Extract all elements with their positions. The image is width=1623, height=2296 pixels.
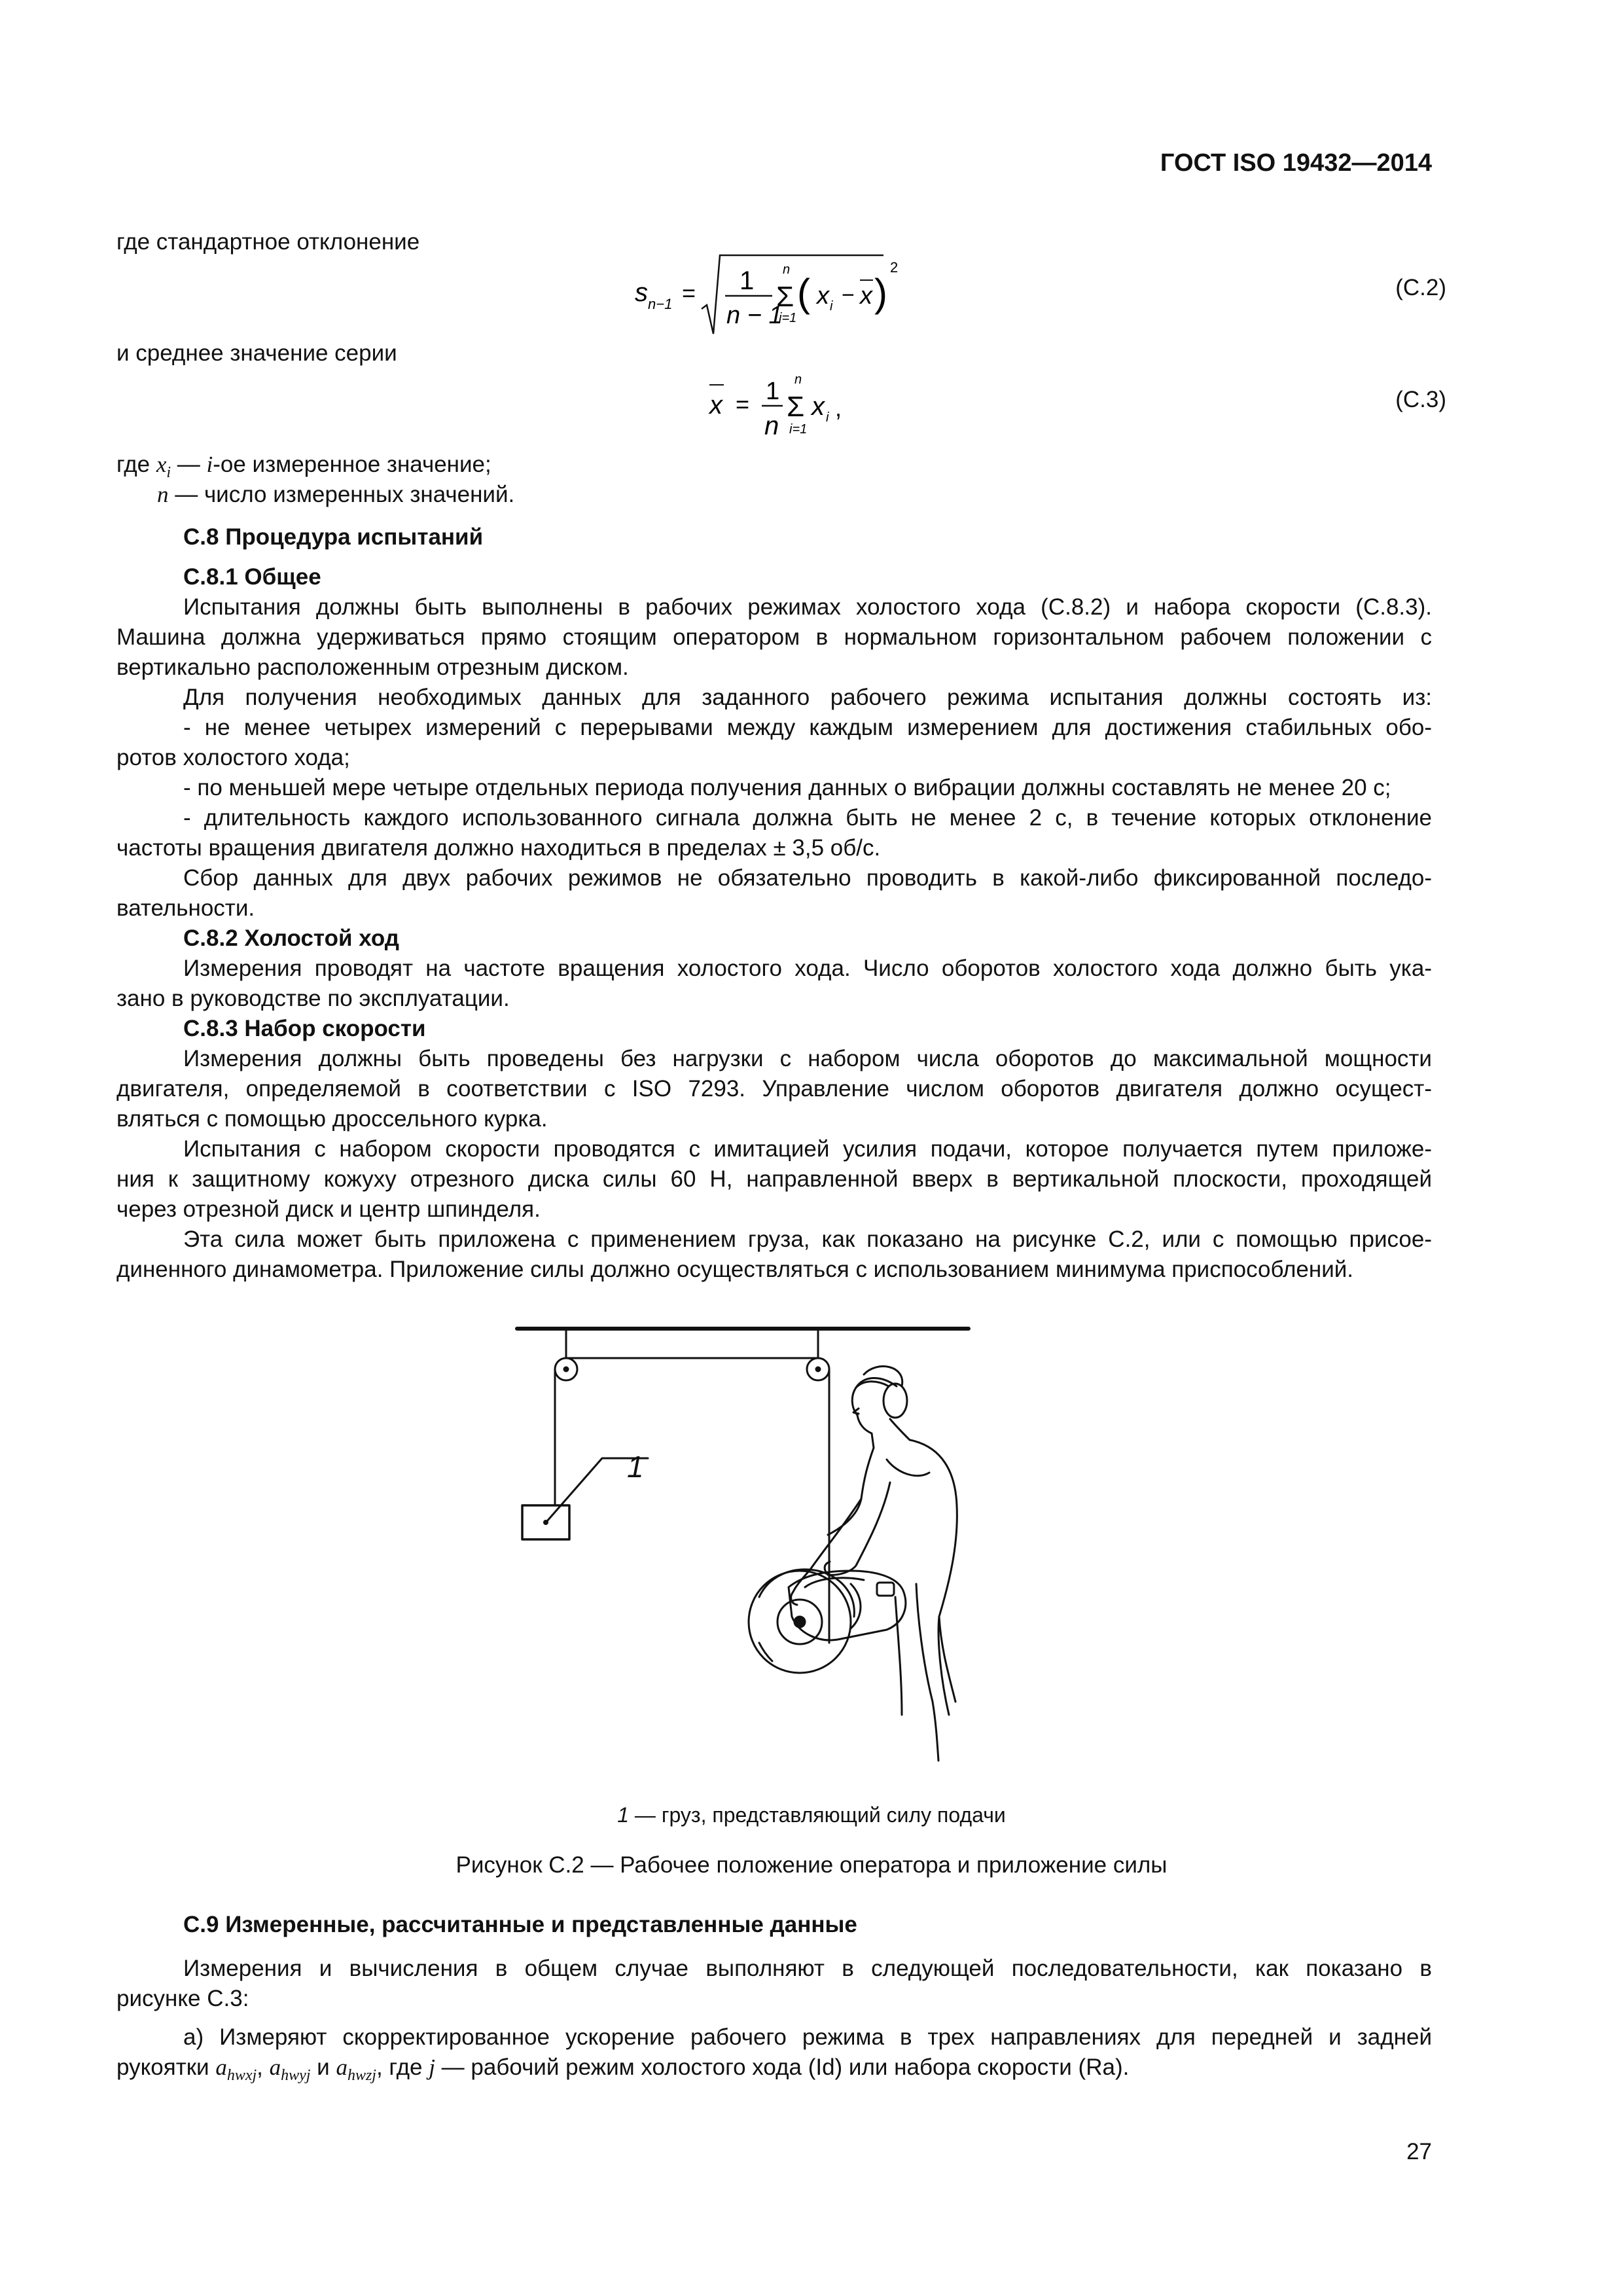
section-c8-title: С.8 Процедура испытаний	[183, 524, 484, 550]
eq2-intro: где стандартное отклонение	[116, 229, 420, 255]
eq2-sum-bottom: i=1	[779, 311, 797, 325]
c8-p2-line5: - длительность каждого использованного сигнала должна быть не менее 2 с, в течение которых отклонение	[183, 805, 1432, 831]
section-c9-title: С.9 Измеренные, рассчитанные и представленные данные	[183, 1912, 857, 1937]
eq2-xi: i	[830, 299, 833, 314]
where-line-2: n — число измеренных значений.	[157, 482, 515, 507]
section-c83-title: С.8.3 Набор скорости	[183, 1016, 426, 1041]
c8-p1-line1: Испытания должны быть выполнены в рабочих режимах холостого хода (С.8.2) и набора скорости (С.8.3).	[183, 594, 1432, 620]
formula-c3	[707, 367, 877, 452]
eq3-xi: i	[826, 410, 829, 425]
c8-p5-line3: вляться с помощью дроссельного курка.	[116, 1106, 548, 1132]
c8-p2-line6: частоты вращения двигателя должно находиться в пределах ± 3,5 об/с.	[116, 835, 881, 861]
c9-p2-line1: а) Измеряют скорректированное ускорение рабочего режима в трех направлениях для передней и задней	[183, 2024, 1432, 2050]
document-header: ГОСТ ISO 19432—2014	[1160, 149, 1432, 177]
eq3-num: 1	[766, 378, 780, 405]
formula-c2	[622, 249, 923, 340]
c8-p5-line1: Измерения должны быть проведены без нагрузки с набором числа оборотов до максимальной мощности	[183, 1046, 1432, 1071]
c8-p4-line1: Измерения проводят на частоте вращения холостого хода. Число оборотов холостого хода должно быть ука-	[183, 956, 1432, 981]
c8-p6-line1: Испытания с набором скорости проводятся с имитацией усилия подачи, которое получается путем приложе-	[183, 1136, 1432, 1162]
eq2-eq: =	[682, 279, 696, 306]
c8-p1-line2: Машина должна удерживаться прямо стоящим оператором в нормальном горизонтальном рабочем положении с	[116, 624, 1432, 650]
eq2-minus: −	[842, 283, 855, 308]
section-c81-title: С.8.1 Общее	[183, 564, 321, 590]
where-line-1: где $x_i$ — i-ое измеренное значение;	[116, 452, 491, 481]
eq3-sum-bottom: i=1	[789, 422, 808, 437]
eq2-x: x	[817, 282, 829, 310]
c8-p3-line1: Сбор данных для двух рабочих режимов не обязательно проводить в какой-либо фиксированной последо-	[183, 865, 1432, 891]
eq2-s: s	[635, 278, 648, 307]
c8-p6-line2: ния к защитному кожуху отрезного диска силы 60 Н, направленной вверх в вертикальной плоскости, проходящей	[116, 1166, 1432, 1192]
sigma-icon: Σ	[776, 281, 794, 313]
c8-p2-line3: ротов холостого хода;	[116, 745, 350, 770]
eq2-number: (C.2)	[1395, 275, 1446, 300]
c8-p1-line3: вертикально расположенным отрезным диском.	[116, 655, 629, 680]
page-number: 27	[1406, 2139, 1432, 2164]
eq3-x: x	[812, 392, 825, 421]
figure-caption: Рисунок С.2 — Рабочее положение оператора и приложение силы	[455, 1852, 1168, 1878]
c8-p2-line1: Для получения необходимых данных для заданного рабочего режима испытания должны состоять из:	[183, 685, 1432, 710]
figure-c2-illustration	[497, 1309, 995, 1767]
eq3-comma: ,	[835, 395, 842, 422]
operator-torso	[910, 1440, 957, 1715]
c9-p1-line2: рисунке С.3:	[116, 1986, 249, 2011]
eq3-xbar: x	[709, 391, 722, 420]
eq3-eq: =	[736, 391, 750, 418]
c8-p6-line3: через отрезной диск и центр шпинделя.	[116, 1196, 541, 1222]
c8-p2-line2: - не менее четырех измерений с перерывами между каждым измерением для достижения стабильных обо-	[183, 715, 1432, 740]
paren-close: )	[874, 271, 887, 315]
eq2-sum-top: n	[783, 262, 791, 277]
eq3-intro: и среднее значение серии	[116, 340, 397, 366]
c8-p4-line2: зано в руководстве по эксплуатации.	[116, 986, 510, 1011]
eq2-s-sub: n−1	[648, 296, 673, 312]
c8-p2-line4: - по меньшей мере четыре отдельных периода получения данных о вибрации должны составлять не менее 20 с;	[183, 775, 1391, 800]
c8-p3-line2: вательности.	[116, 895, 255, 921]
c9-p2-line2: рукоятки $a_{hwxj}$, $a_{hwyj}$ и $a_{hwzj}$, где j — рабочий режим холостого хода (Id) или набора скорости (Ra).	[116, 2054, 1130, 2084]
eq3-number: (C.3)	[1395, 387, 1446, 412]
eq3-den: n	[764, 412, 779, 440]
figure-callout-1: 1	[627, 1450, 644, 1484]
figure-key: 1 — груз, представляющий силу подачи	[617, 1803, 1006, 1827]
c8-p5-line2: двигателя, определяемой в соответствии с ISO 7293. Управление числом оборотов двигателя должно осущест-	[116, 1076, 1432, 1102]
c8-p7-line1: Эта сила может быть приложена с применением груза, как показано на рисунке С.2, или с помощью присое-	[183, 1227, 1432, 1252]
eq2-pow: 2	[890, 259, 899, 276]
paren-open: (	[797, 271, 810, 315]
eq2-xbar: x	[860, 282, 872, 310]
eq2-num: 1	[740, 266, 755, 295]
eq3-sum-top: n	[794, 372, 802, 387]
eq2-den: n − 1	[726, 302, 783, 329]
c8-p7-line2: диненного динамометра. Приложение силы должно осуществляться с использованием минимума приспособлений.	[116, 1257, 1354, 1282]
c9-p1-line1: Измерения и вычисления в общем случае выполняют в следующей последовательности, как показано в	[183, 1956, 1432, 1981]
sigma-icon: Σ	[787, 391, 805, 423]
section-c82-title: С.8.2 Холостой ход	[183, 925, 399, 951]
